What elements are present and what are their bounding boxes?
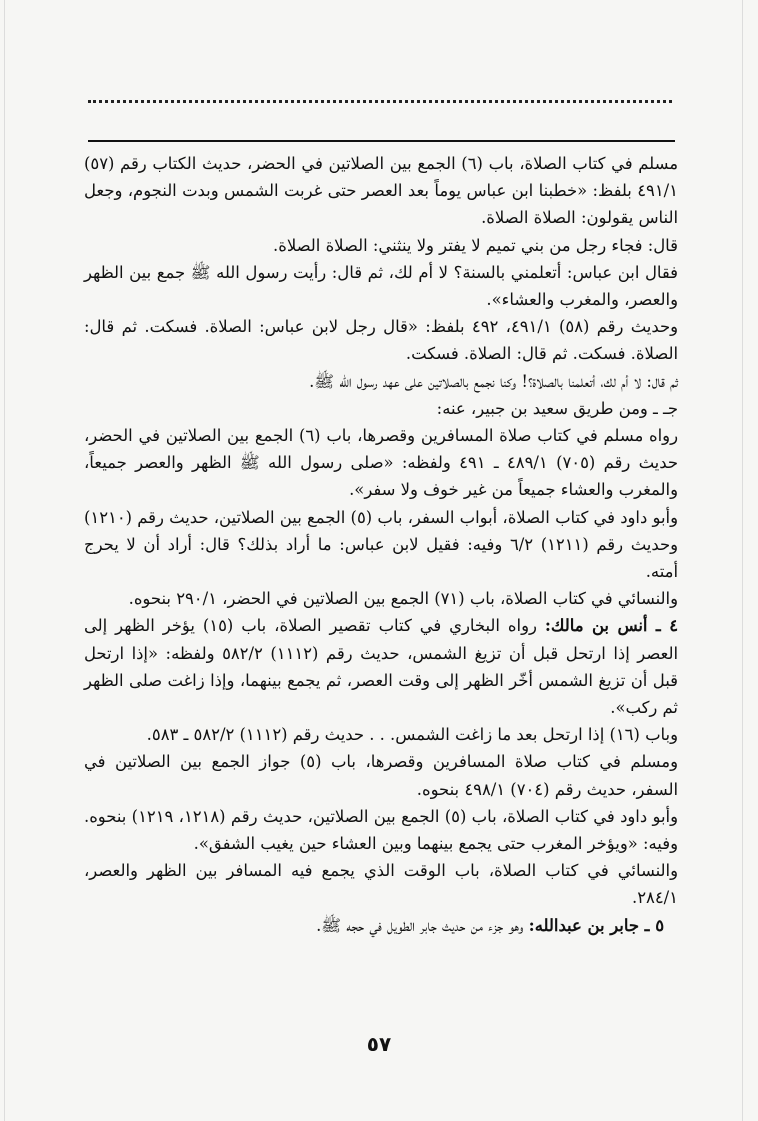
paragraph-13: وأبو داود في كتاب الصلاة، باب (٥) الجمع بين الصلاتين، حديث رقم (١٢١٨، ١٢١٩) بنحوه. وفيه: «ويؤخر المغرب حتى يجمع بينهما وبين العشاء حين يغيب الشفق». bbox=[84, 806, 678, 854]
paragraph-9: والنسائي في كتاب الصلاة، باب (٧١) الجمع بين الصلاتين في الحضر، ٢٩٠/١ بنحوه. bbox=[128, 589, 678, 609]
paragraph-1: مسلم في كتاب الصلاة، باب (٦) الجمع بين الصلاتين في الحضر، حديث الكتاب رقم (٥٧) ٤٩١/١ بلفظ: «خطبنا ابن عباس يوماً بعد العصر حتى غربت الشمس وبدت النجوم، وجعل الناس يقولون: الصلاة الصلاة. bbox=[84, 154, 678, 228]
paragraph-2: قال: فجاء رجل من بني تميم لا يفتر ولا ينثني: الصلاة الصلاة. bbox=[273, 235, 678, 255]
dotted-separator bbox=[88, 93, 672, 103]
heading-anas: ٤ ـ أنس بن مالك: bbox=[544, 616, 678, 636]
paragraph-10-text: رواه البخاري في كتاب تقصير الصلاة، باب (١٥) يؤخر الظهر إلى العصر إذا ارتحل قبل أن تزيغ الشمس، حديث رقم (١١١٢) ٥٨٢/٢ ولفظه: «إذا ارتحل قبل أن تزيغ الشمس أخّر الظهر إلى وقت العصر، ثم يجمع بينهما، وإذا زاغت صلى الظهر ثم ركب». bbox=[84, 616, 679, 718]
footnote-rule bbox=[88, 140, 675, 142]
paragraph-8: وأبو داود في كتاب الصلاة، أبواب السفر، باب (٥) الجمع بين الصلاتين، حديث رقم (١٢١٠) وحديث رقم (١٢١١) ٦/٢ وفيه: فقيل لابن عباس: ما أراد بذلك؟ قال: أراد أن لا يحرج أمته. bbox=[84, 507, 678, 582]
paragraph-5: ثم قال: لا أم لك، أتعلمنا بالصلاة؟! وكنا نجمع بالصلاتين على عهد رسول الله ﷺ. bbox=[309, 371, 678, 391]
paragraph-3: فقال ابن عباس: أتعلمني بالسنة؟ لا أم لك، ثم قال: رأيت رسول الله ﷺ جمع بين الظهر والعصر، والمغرب والعشاء». bbox=[84, 262, 678, 310]
paragraph-4: وحديث رقم (٥٨) ٤٩١/١، ٤٩٢ بلفظ: «قال رجل لابن عباس: الصلاة. فسكت. ثم قال: الصلاة. فسكت. ثم قال: الصلاة. فسكت. bbox=[84, 317, 678, 364]
paragraph-7: رواه مسلم في كتاب صلاة المسافرين وقصرها، باب (٦) الجمع بين الصلاتين في الحضر، حديث رقم (٧٠٥) ٤٨٩/١ ـ ٤٩١ ولفظه: «صلى رسول الله ﷺ الظهر والعصر جميعاً، والمغرب والعشاء جميعاً من غير خوف ولا سفر». bbox=[84, 426, 678, 500]
paragraph-15 bbox=[84, 912, 678, 939]
paragraph-10 bbox=[84, 612, 678, 721]
paragraph-12: ومسلم في كتاب صلاة المسافرين وقصرها، باب (٥) جواز الجمع بين الصلاتين في السفر، حديث رقم (٧٠٤) ٤٩٨/١ بنحوه. bbox=[84, 752, 678, 799]
heading-jabir: ٥ ـ جابر بن عبدالله: bbox=[528, 915, 664, 935]
paragraph-14: والنسائي في كتاب الصلاة، باب الوقت الذي يجمع فيه المسافر بين الظهر والعصر، ٢٨٤/١. bbox=[84, 861, 678, 908]
paragraph-11: وباب (١٦) إذا ارتحل بعد ما زاغت الشمس. . . حديث رقم (١١١٢) ٥٨٢/٢ ـ ٥٨٣. bbox=[146, 725, 678, 745]
page-edge-left bbox=[4, 0, 5, 1121]
paragraph-15-text: وهو جزء من حديث جابر الطويل في حجه ﷺ. bbox=[316, 915, 524, 935]
paragraph-6: جـ ـ ومن طريق سعيد بن جبير، عنه: bbox=[436, 398, 678, 418]
footnote-body bbox=[84, 150, 678, 939]
page-number: ٥٧ bbox=[366, 1032, 392, 1056]
page-edge-right bbox=[742, 0, 743, 1121]
